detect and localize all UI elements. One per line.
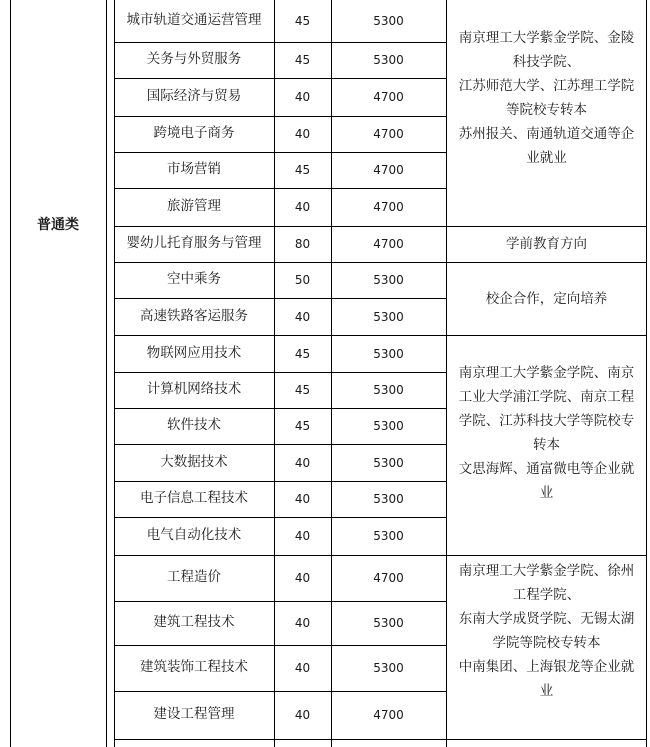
major-name: 国际经济与贸易 (146, 88, 242, 105)
major-name: 建设工程管理 (153, 706, 235, 723)
note-paragraph: 苏州报关、南通轨道交通等企业就业 (458, 126, 635, 166)
note-paragraph: 中南集团、上海银龙等企业就业 (458, 659, 635, 699)
major-name: 城市轨道交通运营管理 (126, 12, 262, 29)
major-name: 电气自动化技术 (146, 527, 242, 544)
major-name: 建筑装饰工程技术 (140, 659, 248, 676)
enrollment-plan: 40 (294, 616, 311, 630)
note-paragraph: 南京理工大学紫金学院、徐州工程学院、 (458, 563, 635, 603)
enrollment-plan: 40 (294, 90, 311, 104)
tuition-fee: 5300 (373, 309, 404, 324)
tuition-fee: 5300 (373, 273, 404, 287)
pathway-note-aviation-rail: 校企合作，定向培养 (485, 290, 608, 307)
tuition-fee: 4700 (373, 237, 404, 251)
tuition-fee: 5300 (373, 455, 404, 470)
enrollment-plan: 45 (294, 53, 311, 67)
note-paragraph: 南京理工大学紫金学院、南京工业大学浦江学院、南京工程学院、江苏科技大学等院校专转本 (458, 365, 635, 453)
major-name: 关务与外贸服务 (146, 51, 242, 68)
major-name: 计算机网络技术 (146, 381, 242, 398)
enrollment-plan: 40 (294, 492, 311, 506)
enrollment-plan: 45 (294, 163, 311, 177)
tuition-fee: 4700 (373, 708, 404, 722)
enrollment-plan: 40 (294, 708, 311, 722)
table-border-right (646, 0, 647, 747)
tuition-fee: 4700 (373, 571, 404, 585)
enrollment-plan: 45 (294, 419, 311, 433)
pathway-note-business (447, 0, 646, 226)
pathway-note-it (447, 335, 646, 555)
major-name: 空中乘务 (167, 271, 221, 288)
tuition-fee: 4700 (373, 163, 404, 177)
pathway-note-childcare: 学前教育方向 (506, 236, 587, 252)
enrollment-plan: 50 (294, 273, 311, 287)
tuition-fee: 4700 (373, 90, 404, 104)
major-name: 建筑工程技术 (153, 614, 235, 631)
major-name: 工程造价 (167, 569, 221, 586)
enrollment-plan: 40 (294, 529, 311, 543)
tuition-fee: 5300 (373, 616, 404, 630)
enrollment-plan: 40 (294, 661, 311, 675)
tuition-fee: 4700 (373, 127, 404, 141)
tuition-fee: 5300 (373, 53, 404, 67)
major-name: 软件技术 (167, 417, 221, 434)
tuition-fee: 5300 (373, 383, 404, 397)
tuition-fee: 5300 (373, 492, 404, 506)
note-paragraph: 南京理工大学紫金学院、金陵科技学院、 (458, 30, 635, 70)
enrollment-plan: 80 (294, 237, 311, 251)
tuition-fee: 5300 (373, 529, 404, 543)
note-paragraph: 东南大学成贤学院、无锡太湖学院等院校专转本 (458, 611, 635, 651)
enrollment-plan: 40 (294, 455, 311, 470)
enrollment-plan: 40 (294, 200, 311, 214)
note-paragraph: 文思海辉、通富微电等企业就业 (458, 461, 635, 501)
row-divider (114, 739, 646, 740)
major-name: 市场营销 (167, 161, 221, 178)
enrollment-plan: 45 (294, 383, 311, 397)
enrollment-plan: 45 (294, 346, 311, 361)
pathway-note-construction (447, 555, 646, 739)
major-name: 大数据技术 (160, 453, 228, 470)
major-name: 跨境电子商务 (153, 125, 235, 142)
major-name: 婴幼儿托育服务与管理 (126, 235, 262, 252)
note-paragraph: 江苏师范大学、江苏理工学院等院校专转本 (458, 78, 635, 118)
tuition-fee: 5300 (373, 14, 404, 28)
enrollment-plan: 40 (294, 571, 311, 585)
tuition-fee: 4700 (373, 200, 404, 214)
major-name: 电子信息工程技术 (140, 490, 248, 507)
major-name: 高速铁路客运服务 (140, 307, 248, 324)
major-name: 物联网应用技术 (146, 344, 242, 361)
enrollment-plan: 45 (294, 14, 311, 28)
table-column-divider (106, 0, 107, 747)
tuition-fee: 5300 (373, 419, 404, 433)
tuition-fee: 5300 (373, 661, 404, 675)
enrollment-plan: 40 (294, 127, 311, 141)
tuition-fee: 5300 (373, 346, 404, 361)
major-name: 旅游管理 (167, 198, 221, 215)
category-cell: 普通类 (37, 216, 79, 233)
enrollment-plan: 40 (294, 309, 311, 324)
